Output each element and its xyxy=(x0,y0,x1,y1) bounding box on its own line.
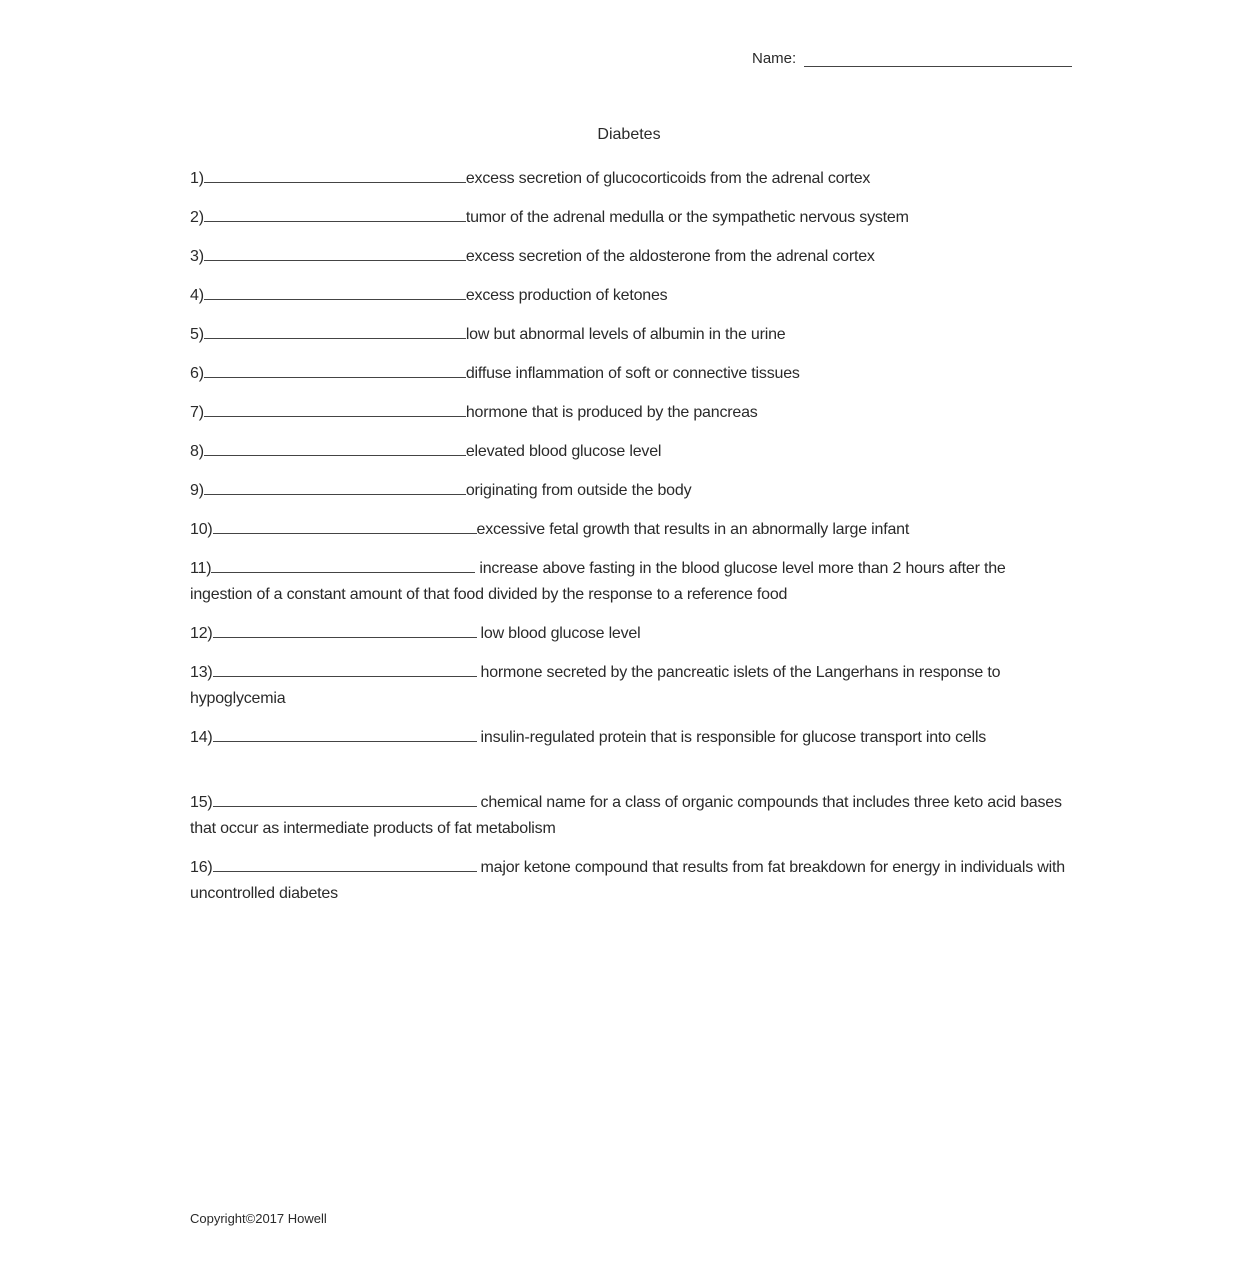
question-text: chemical name for a class of organic compounds that includes three keto acid bases that occur as intermediate products of fat metabolism xyxy=(190,794,1062,837)
question-3 xyxy=(190,242,1070,270)
question-10 xyxy=(190,515,1070,543)
answer-blank[interactable] xyxy=(213,723,477,742)
answer-blank[interactable] xyxy=(204,281,466,300)
question-number: 4) xyxy=(190,287,204,304)
question-14 xyxy=(190,723,1070,751)
question-text: insulin-regulated protein that is responsible for glucose transport into cells xyxy=(480,729,987,746)
question-15 xyxy=(190,788,1070,842)
question-number: 14) xyxy=(190,729,213,746)
question-5 xyxy=(190,320,1070,348)
question-text: elevated blood glucose level xyxy=(465,443,662,460)
question-text: excess secretion of the aldosterone from the adrenal cortex xyxy=(465,248,875,265)
question-number: 2) xyxy=(190,209,204,226)
answer-blank[interactable] xyxy=(204,242,466,261)
name-blank-line[interactable] xyxy=(804,50,1072,67)
question-8 xyxy=(190,437,1070,465)
question-11 xyxy=(190,554,1070,608)
name-field xyxy=(752,50,1072,67)
question-7 xyxy=(190,398,1070,426)
page-title: Diabetes xyxy=(597,126,661,143)
question-number: 9) xyxy=(190,482,204,499)
answer-blank[interactable] xyxy=(204,164,466,183)
answer-blank[interactable] xyxy=(204,398,466,417)
question-number: 13) xyxy=(190,664,213,681)
question-12 xyxy=(190,619,1070,647)
question-number: 1) xyxy=(190,170,204,187)
answer-blank[interactable] xyxy=(213,853,477,872)
question-13 xyxy=(190,658,1070,712)
answer-blank[interactable] xyxy=(204,359,466,378)
answer-blank[interactable] xyxy=(211,554,475,573)
question-number: 12) xyxy=(190,625,213,642)
question-text: diffuse inflammation of soft or connective tissues xyxy=(465,365,800,382)
question-number: 15) xyxy=(190,794,213,811)
question-text: excess production of ketones xyxy=(465,287,668,304)
answer-blank[interactable] xyxy=(204,320,466,339)
question-1 xyxy=(190,164,1070,192)
question-text: excess secretion of glucocorticoids from the adrenal cortex xyxy=(465,170,871,187)
question-text: low blood glucose level xyxy=(480,625,641,642)
question-number: 8) xyxy=(190,443,204,460)
question-text: hormone that is produced by the pancreas xyxy=(465,404,758,421)
answer-blank[interactable] xyxy=(213,658,477,677)
question-text: low but abnormal levels of albumin in the urine xyxy=(465,326,786,343)
answer-blank[interactable] xyxy=(204,476,466,495)
question-text: increase above fasting in the blood glucose level more than 2 hours after the ingestion of a constant amount of that food divided by the response to a reference food xyxy=(190,560,1006,603)
question-6 xyxy=(190,359,1070,387)
question-text: originating from outside the body xyxy=(465,482,692,499)
question-number: 10) xyxy=(190,521,213,538)
answer-blank[interactable] xyxy=(204,203,466,222)
name-label: Name: xyxy=(752,50,797,67)
question-text: major ketone compound that results from fat breakdown for energy in individuals with uncontrolled diabetes xyxy=(190,859,1065,902)
question-number: 16) xyxy=(190,859,213,876)
question-text: hormone secreted by the pancreatic islets of the Langerhans in response to hypoglycemia xyxy=(190,664,1001,707)
question-number: 11) xyxy=(190,560,212,577)
question-text: tumor of the adrenal medulla or the sympathetic nervous system xyxy=(465,209,909,226)
answer-blank[interactable] xyxy=(213,515,477,534)
question-2 xyxy=(190,203,1070,231)
question-number: 7) xyxy=(190,404,204,421)
question-4 xyxy=(190,281,1070,309)
question-number: 5) xyxy=(190,326,204,343)
question-number: 6) xyxy=(190,365,204,382)
answer-blank[interactable] xyxy=(213,619,477,638)
question-16 xyxy=(190,853,1070,907)
answer-blank[interactable] xyxy=(204,437,466,456)
answer-blank[interactable] xyxy=(213,788,477,807)
copyright-notice: Copyright©2017 Howell xyxy=(190,1211,327,1226)
question-number: 3) xyxy=(190,248,204,265)
question-9 xyxy=(190,476,1070,504)
question-text: excessive fetal growth that results in an abnormally large infant xyxy=(476,521,910,538)
